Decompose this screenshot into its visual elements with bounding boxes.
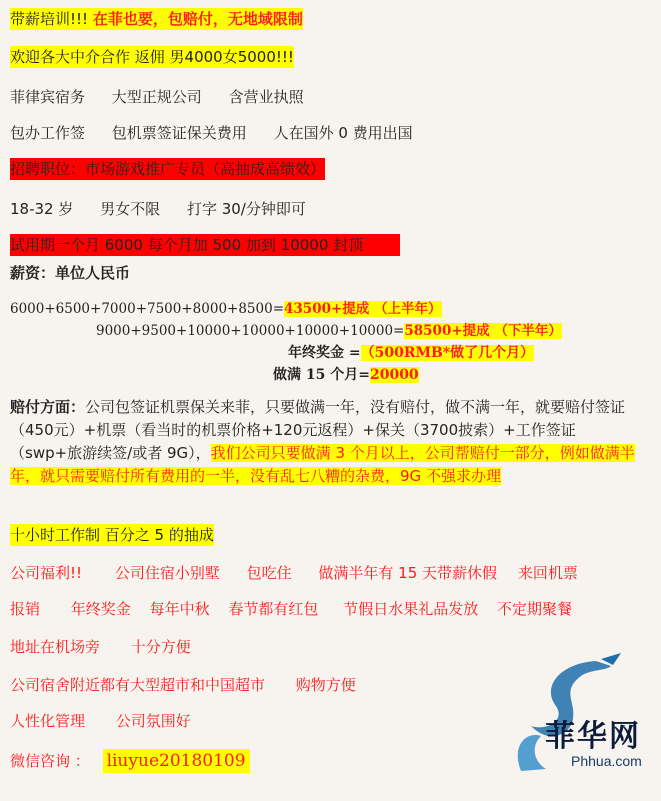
compensation-paragraph — [10, 396, 640, 488]
company-license: 含营业执照 — [228, 88, 304, 106]
benefit-item: 购物方便 — [295, 676, 356, 694]
benefit-item: 人性化管理 — [10, 712, 86, 730]
benefit-item: 报销 — [10, 600, 41, 618]
fifteen-months-label: 做满 15 个月= — [273, 367, 370, 383]
benefits-row-2 — [10, 598, 572, 620]
wechat-contact — [10, 750, 250, 772]
benefit-item: 每年中秋 — [149, 600, 210, 618]
fifteen-months-value: 20000 — [369, 367, 419, 383]
benefit-item: 公司氛围好 — [115, 712, 191, 730]
work-hours: 十小时工作制 百分之 5 的抽成 — [10, 526, 214, 544]
visa-info — [10, 122, 413, 144]
benefit-item: 公司宿舍附近都有大型超市和中国超市 — [10, 676, 266, 694]
benefit-item: 包吃住 — [246, 564, 292, 582]
benefits-row-4 — [10, 674, 356, 696]
company-type: 大型正规公司 — [111, 88, 202, 106]
watermark-site: Phhua.com — [571, 753, 642, 769]
benefit-item: 不定期聚餐 — [496, 600, 572, 618]
salary-heading: 薪资：单位人民币 — [10, 264, 131, 282]
headline-b: 在菲也要，包赔付，无地域限制 — [92, 10, 303, 28]
benefit-item: 春节都有红包 — [228, 600, 319, 618]
watermark-text: 菲华网 — [545, 719, 641, 754]
salary-row-4 — [273, 364, 419, 386]
watermark-logo — [501, 651, 651, 791]
year-end-bonus-value: （500RMB*做了几个月） — [360, 345, 535, 361]
benefits-row-5 — [10, 710, 191, 732]
salary-row-3 — [288, 342, 534, 364]
visa-c: 人在国外 0 费用出国 — [273, 124, 413, 142]
benefit-item: 地址在机场旁 — [10, 638, 101, 656]
benefit-item: 做满半年有 15 天带薪休假 — [318, 564, 498, 582]
benefits-row-1 — [10, 562, 578, 584]
benefit-item: 节假日水果礼品发放 — [343, 600, 479, 618]
salary-row-2-total: 58500+提成 （下半年） — [404, 323, 562, 339]
job-position: 招聘职位：市场游戏推广专员（高抽成高绩效） — [10, 160, 326, 178]
benefit-item: 公司住宿小别墅 — [114, 564, 220, 582]
agency-rebate: 欢迎各大中介合作 返佣 男4000女5000!!! — [10, 48, 294, 66]
visa-a: 包办工作签 — [10, 124, 86, 142]
benefit-item: 年终奖金 — [70, 600, 131, 618]
compensation-highlight: 我们公司只要做满 3 个月以上，公司帮赔付一部分，例如做满半年，就只需要赔付所有费用的一半，没有乱七八糟的杂费，9G 不强求办理 — [10, 444, 635, 485]
salary-row-1-calc: 6000+6500+7000+7500+8000+8500= — [10, 301, 285, 317]
compensation-label: 赔付方面： — [10, 398, 86, 416]
req-age: 18-32 岁 — [10, 200, 74, 218]
req-gender: 男女不限 — [100, 200, 161, 218]
salary-row-2 — [96, 320, 562, 342]
req-typing: 打字 30/分钟即可 — [186, 200, 306, 218]
headline — [10, 8, 303, 30]
wechat-id[interactable]: liuyue20180109 — [103, 749, 250, 773]
compensation-text: 公司包签证机票保关来菲，只要做满一年，没有赔付，做不满一年，就要赔付签证（450元）+机票（看当时的机票价格+120元返程）+保关（3700披索）+工作签证（swp+旅游续签/或者 9G）， — [10, 398, 626, 462]
company-info — [10, 86, 304, 108]
company-location: 菲律宾宿务 — [10, 88, 86, 106]
benefit-item: 十分方便 — [130, 638, 191, 656]
probation: 试用期一个月 6000 每个月加 500 加到 10000 封顶 — [10, 234, 400, 256]
requirements — [10, 198, 306, 220]
benefits-row-3 — [10, 636, 191, 658]
visa-b: 包机票签证保关费用 — [111, 124, 247, 142]
benefit-item: 来回机票 — [517, 564, 578, 582]
salary-row-1 — [10, 298, 442, 320]
benefit-item: 公司福利!! — [10, 564, 83, 582]
salary-row-1-total: 43500+提成 （上半年） — [284, 301, 442, 317]
salary-row-2-calc: 9000+9500+10000+10000+10000+10000= — [96, 323, 405, 339]
headline-a: 带薪培训!!! — [10, 10, 89, 28]
year-end-bonus-label: 年终奖金 = — [288, 345, 361, 361]
wechat-label: 微信咨询 ： — [10, 752, 90, 770]
